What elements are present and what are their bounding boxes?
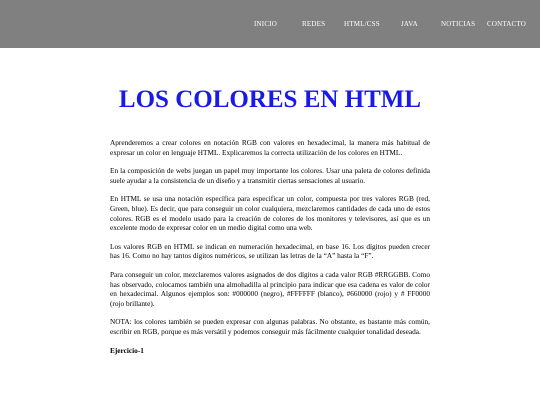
paragraph-intro: Aprenderemos a crear colores en notación RGB con valores en hexadecimal, la manera más habitual de expresar un color en lenguaje HTML. Explicaremos la correcta utilización de los colores en HTML. [110, 138, 430, 157]
page-title: LOS COLORES EN HTML [118, 86, 422, 113]
nav-link-inicio[interactable]: INICIO [254, 20, 277, 28]
paragraph-composicion: En la composición de webs juegan un papel muy importante los colores. Usar una paleta de colores definida suele ayudar a la consistencia de un diseño y a transmitir ciertas sensaciones al usuario. [110, 166, 430, 185]
paragraph-ejemplos: Para conseguir un color, mezclaremos valores asignados de dos dígitos a cada valor RGB #RRGGBB. Como has observado, colocamos también una almohadilla al principio para indicar que esa cadena es valor de color en hexadecimal. Algunos ejemplos son: #000000 (negro), #FFFFFF (blanco), #660000 (rojo) y # FF0000 (rojo brillante). [110, 269, 430, 308]
nav-link-contacto[interactable]: CONTACTO [487, 20, 527, 28]
nav-link-noticias[interactable]: NOTICIAS [441, 20, 476, 28]
article-content [110, 138, 430, 355]
paragraph-notacion-rgb: En HTML se usa una notación específica para especificar un color, compuesta por tres valores RGB (red, Green, blue). Es decir, que para conseguir un color cualquiera, mezclaremos cantidades de cada uno de estos colores. RGB es el modelo usado para la creación de colores de los monitores y televisores, así que es un excelente modo de expresar color en un medio digital como una web. [110, 194, 430, 233]
top-navbar [0, 0, 540, 48]
section-heading-ejercicio: Ejercicio-1 [110, 345, 144, 355]
paragraph-hexadecimal: Los valores RGB en HTML se indican en numeración hexadecimal, en base 16. Los dígitos pueden crecer has 16. Como no hay tantos dígitos numéricos, se utilizan las letras de la “A” hasta la “F”. [110, 241, 430, 261]
nav-link-html-css[interactable]: HTML/CSS [344, 20, 380, 28]
nav-link-redes[interactable]: REDES [302, 20, 326, 28]
nav-link-java[interactable]: JAVA [401, 20, 418, 28]
paragraph-nota: NOTA: los colores también se pueden expresar con algunas palabras. No obstante, es bastante más común, escribir en RGB, porque es más versátil y podemos conseguir más fácilmente cualquier tonalidad deseada. [110, 317, 430, 336]
